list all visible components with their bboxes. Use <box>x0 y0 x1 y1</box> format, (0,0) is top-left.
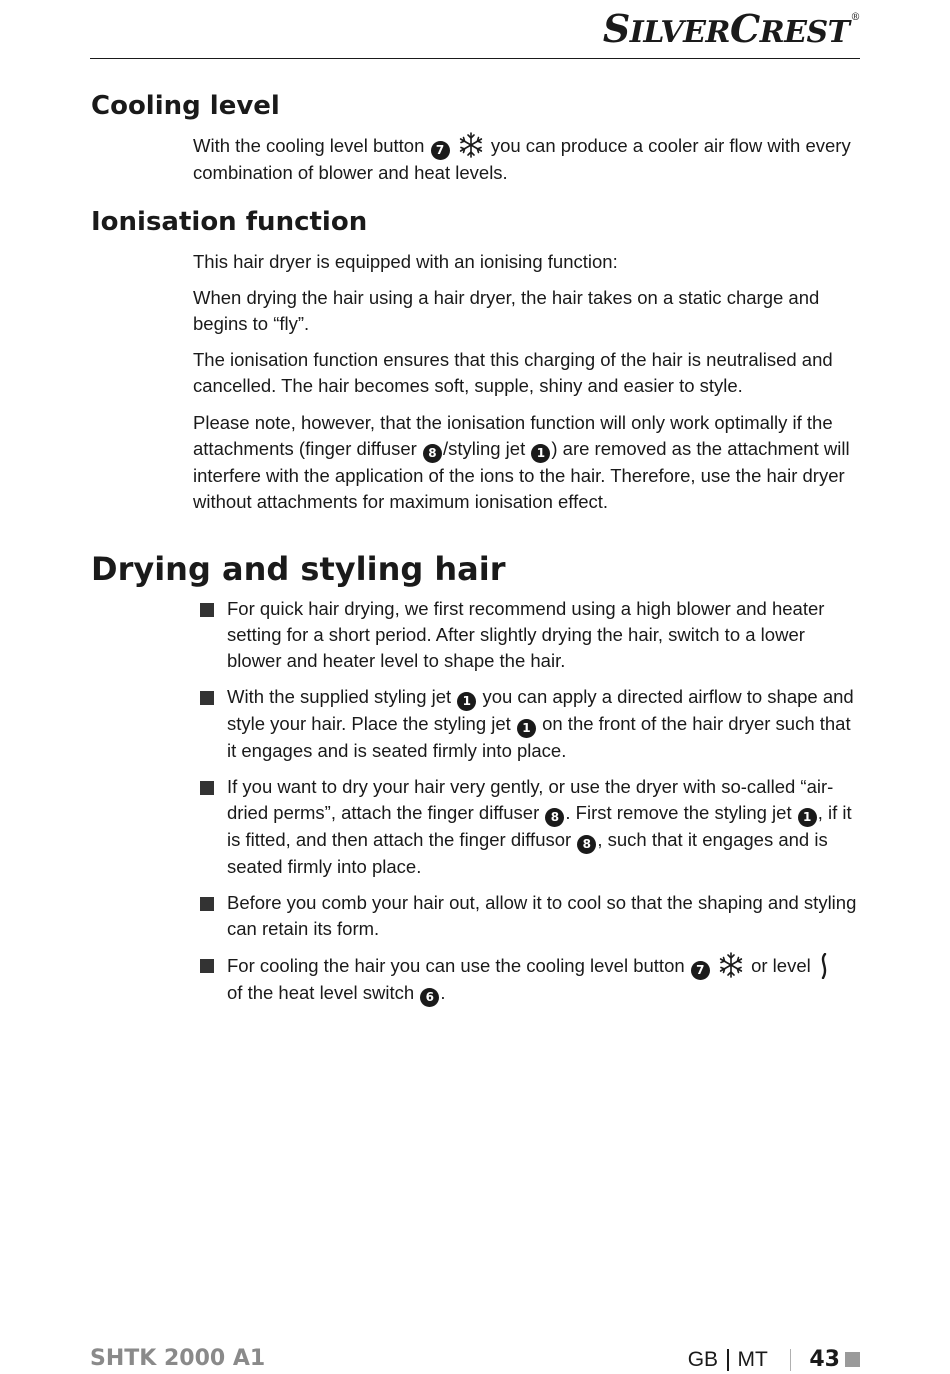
footer-model-number: SHTK 2000 A1 <box>90 1346 266 1371</box>
wave-heat-icon <box>817 953 831 979</box>
footer-lang-gb: GB <box>687 1347 719 1371</box>
drying-styling-heading: Drying and styling hair <box>91 550 506 588</box>
drying-tips-list <box>200 596 862 1017</box>
ref-badge-8: 8 <box>545 808 564 827</box>
list-item: Before you comb your hair out, allow it to cool so that the shaping and styling can retain its form. <box>200 890 862 942</box>
cooling-level-text: With the cooling level button 7 you can produce a cooler air flow with every combination of blower and heat levels. <box>193 132 861 186</box>
list-item: If you want to dry your hair very gently, or use the dryer with so-called “air-dried perms”, attach the finger diffuser 8 . First remove the styling jet 1 , if it is fitted, and then attach the finger diffusor 8 , such that it engages and is seated firmly into place. <box>200 774 862 880</box>
ref-badge-1: 1 <box>517 719 536 738</box>
footer-separator <box>727 1349 729 1371</box>
cooling-level-heading: Cooling level <box>91 91 280 121</box>
ionisation-paragraph-2: When drying the hair using a hair dryer, the hair takes on a static charge and begins to “fly”. <box>193 287 820 334</box>
list-item: For cooling the hair you can use the cooling level button 7 or level of the heat level switch 6 . <box>200 952 862 1007</box>
ref-badge-6: 6 <box>420 988 439 1007</box>
footer-page-info <box>688 1347 860 1372</box>
footer-lang-mt: MT <box>737 1347 768 1371</box>
snowflake-icon <box>458 132 484 158</box>
page-header <box>90 0 860 59</box>
footer-square-marker <box>845 1352 860 1367</box>
list-item: For quick hair drying, we first recommend using a high blower and heater setting for a short period. After slightly drying the hair, switch to a lower blower and heater level to shape the hair. <box>200 596 862 674</box>
ref-badge-8: 8 <box>577 835 596 854</box>
ref-badge-7: 7 <box>691 961 710 980</box>
ref-badge-1: 1 <box>457 692 476 711</box>
ref-badge-1: 1 <box>531 444 550 463</box>
page-number: 43 <box>809 1347 840 1372</box>
list-item: With the supplied styling jet 1 you can apply a directed airflow to shape and style your hair. Place the styling jet 1 on the front of the hair dryer such that it engages and is seated firmly into place. <box>200 684 862 764</box>
ref-badge-7: 7 <box>431 141 450 160</box>
ref-badge-1: 1 <box>798 808 817 827</box>
footer-separator <box>790 1349 792 1371</box>
ionisation-paragraph-3: The ionisation function ensures that this charging of the hair is neutralised and cancelled. The hair becomes soft, supple, shiny and easier to style. <box>193 349 833 396</box>
brand-logo: SILVERCREST® <box>602 6 860 51</box>
snowflake-icon <box>718 952 744 978</box>
ionisation-paragraph-4: Please note, however, that the ionisation function will only work optimally if the attachments (finger diffuser 8 /styling jet 1 ) are removed as the attachment will interfere with the application of the ions to the hair. Therefore, use the hair dryer without attachments for maximum ionisation effect. <box>193 412 850 512</box>
ionisation-paragraph-1: This hair dryer is equipped with an ionising function: <box>193 251 618 272</box>
ref-badge-8: 8 <box>423 444 442 463</box>
ionisation-heading: Ionisation function <box>91 207 368 237</box>
